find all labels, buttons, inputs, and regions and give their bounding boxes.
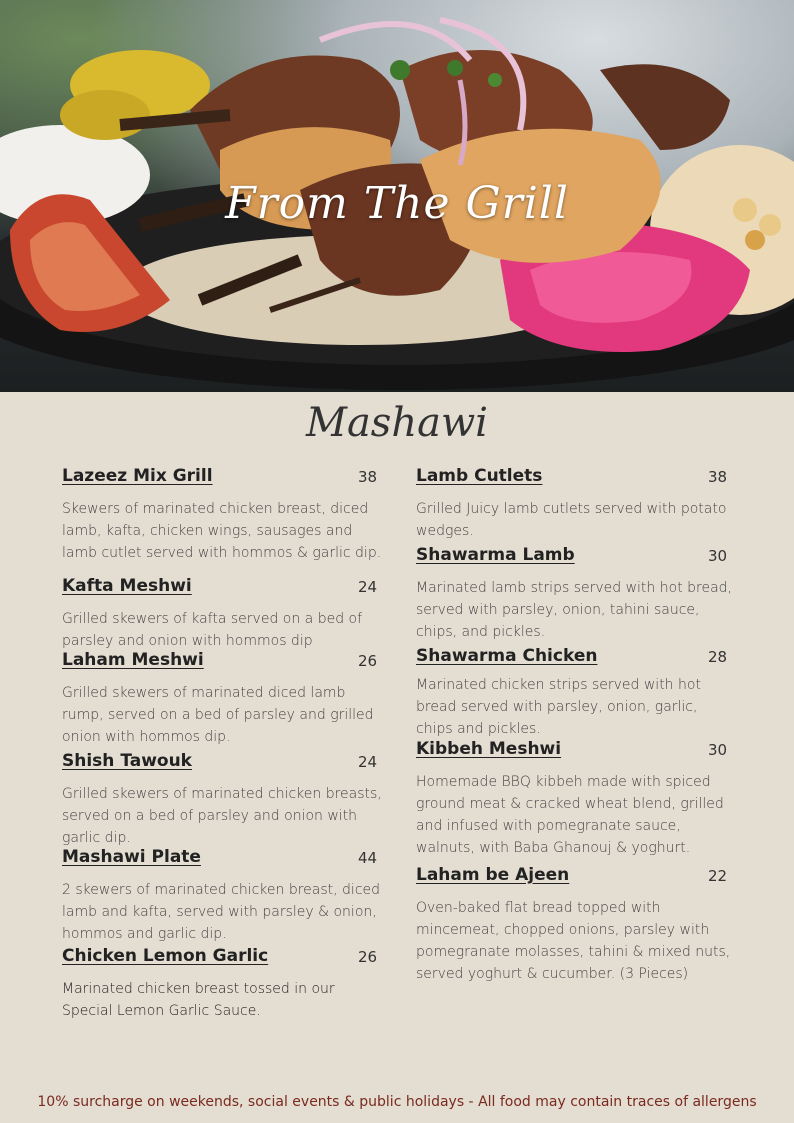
item-description: Marinated chicken breast tossed in our Special Lemon Garlic Sauce. — [62, 981, 335, 1019]
item-name: Shish Tawouk — [62, 751, 192, 771]
item-description: Grilled skewers of marinated diced lamb rump, served on a bed of parsley and grilled onion with hommos dip. — [62, 685, 374, 745]
item-name: Shawarma Lamb — [416, 545, 575, 565]
menu-item — [62, 847, 386, 946]
item-description: Homemade BBQ kibbeh made with spiced ground meat & cracked wheat blend, grilled and infused with pomegranate sauce, walnuts, with Baba Ghanouj & yoghurt. — [416, 774, 724, 856]
menu-item — [62, 946, 386, 1022]
item-description: Marinated chicken strips served with hot bread served with parsley, onion, garlic, chips and pickles. — [416, 677, 701, 737]
hero-title: From The Grill — [225, 178, 569, 229]
item-price: 30 — [708, 547, 728, 565]
item-name: Mashawi Plate — [62, 847, 201, 867]
item-name: Kafta Meshwi — [62, 576, 192, 596]
item-name: Shawarma Chicken — [416, 646, 598, 666]
footer-notice: 10% surcharge on weekends, social events & public holidays - All food may contain traces of allergens — [37, 1094, 757, 1110]
item-description: Oven-baked flat bread topped with mincemeat, chopped onions, parsley with pomegranate molasses, tahini & mixed nuts, served yoghurt & cucumber. (3 Pieces) — [416, 900, 731, 982]
item-description: Grilled Juicy lamb cutlets served with potato wedges. — [416, 501, 727, 539]
section-title: Mashawi — [306, 400, 488, 446]
item-name: Kibbeh Meshwi — [416, 739, 562, 759]
menu-item — [416, 739, 732, 865]
menu-item — [416, 545, 732, 646]
item-price: 30 — [708, 741, 728, 759]
item-price: 22 — [708, 867, 728, 885]
menu-item — [416, 466, 732, 545]
item-name: Laham be Ajeen — [416, 865, 570, 885]
item-price: 26 — [358, 948, 378, 966]
item-price: 24 — [358, 578, 378, 596]
menu-column-left — [62, 466, 386, 1022]
menu-item — [62, 576, 386, 650]
menu-item — [416, 865, 732, 985]
menu-item — [62, 650, 386, 751]
item-price: 26 — [358, 652, 378, 670]
item-price: 38 — [708, 468, 728, 486]
menu-column-right — [416, 466, 732, 985]
menu-item — [62, 751, 386, 847]
hero-image — [0, 0, 794, 392]
menu-item — [416, 646, 732, 739]
item-description: Grilled skewers of marinated chicken breasts, served on a bed of parsley and onion with garlic dip. — [62, 786, 382, 846]
item-name: Laham Meshwi — [62, 650, 204, 670]
item-name: Lazeez Mix Grill — [62, 466, 213, 486]
item-price: 38 — [358, 468, 378, 486]
item-price: 44 — [358, 849, 378, 867]
item-description: 2 skewers of marinated chicken breast, diced lamb and kafta, served with parsley & onion, hommos and garlic dip. — [62, 882, 381, 942]
item-price: 28 — [708, 648, 728, 666]
item-description: Marinated lamb strips served with hot bread, served with parsley, onion, tahini sauce, chips, and pickles. — [416, 580, 732, 640]
menu-item — [62, 466, 386, 576]
item-description: Skewers of marinated chicken breast, diced lamb, kafta, chicken wings, sausages and lamb cutlet served with hommos & garlic dip. — [62, 501, 382, 561]
item-price: 24 — [358, 753, 378, 771]
item-description: Grilled skewers of kafta served on a bed of parsley and onion with hommos dip — [62, 611, 363, 649]
item-name: Lamb Cutlets — [416, 466, 543, 486]
item-name: Chicken Lemon Garlic — [62, 946, 269, 966]
